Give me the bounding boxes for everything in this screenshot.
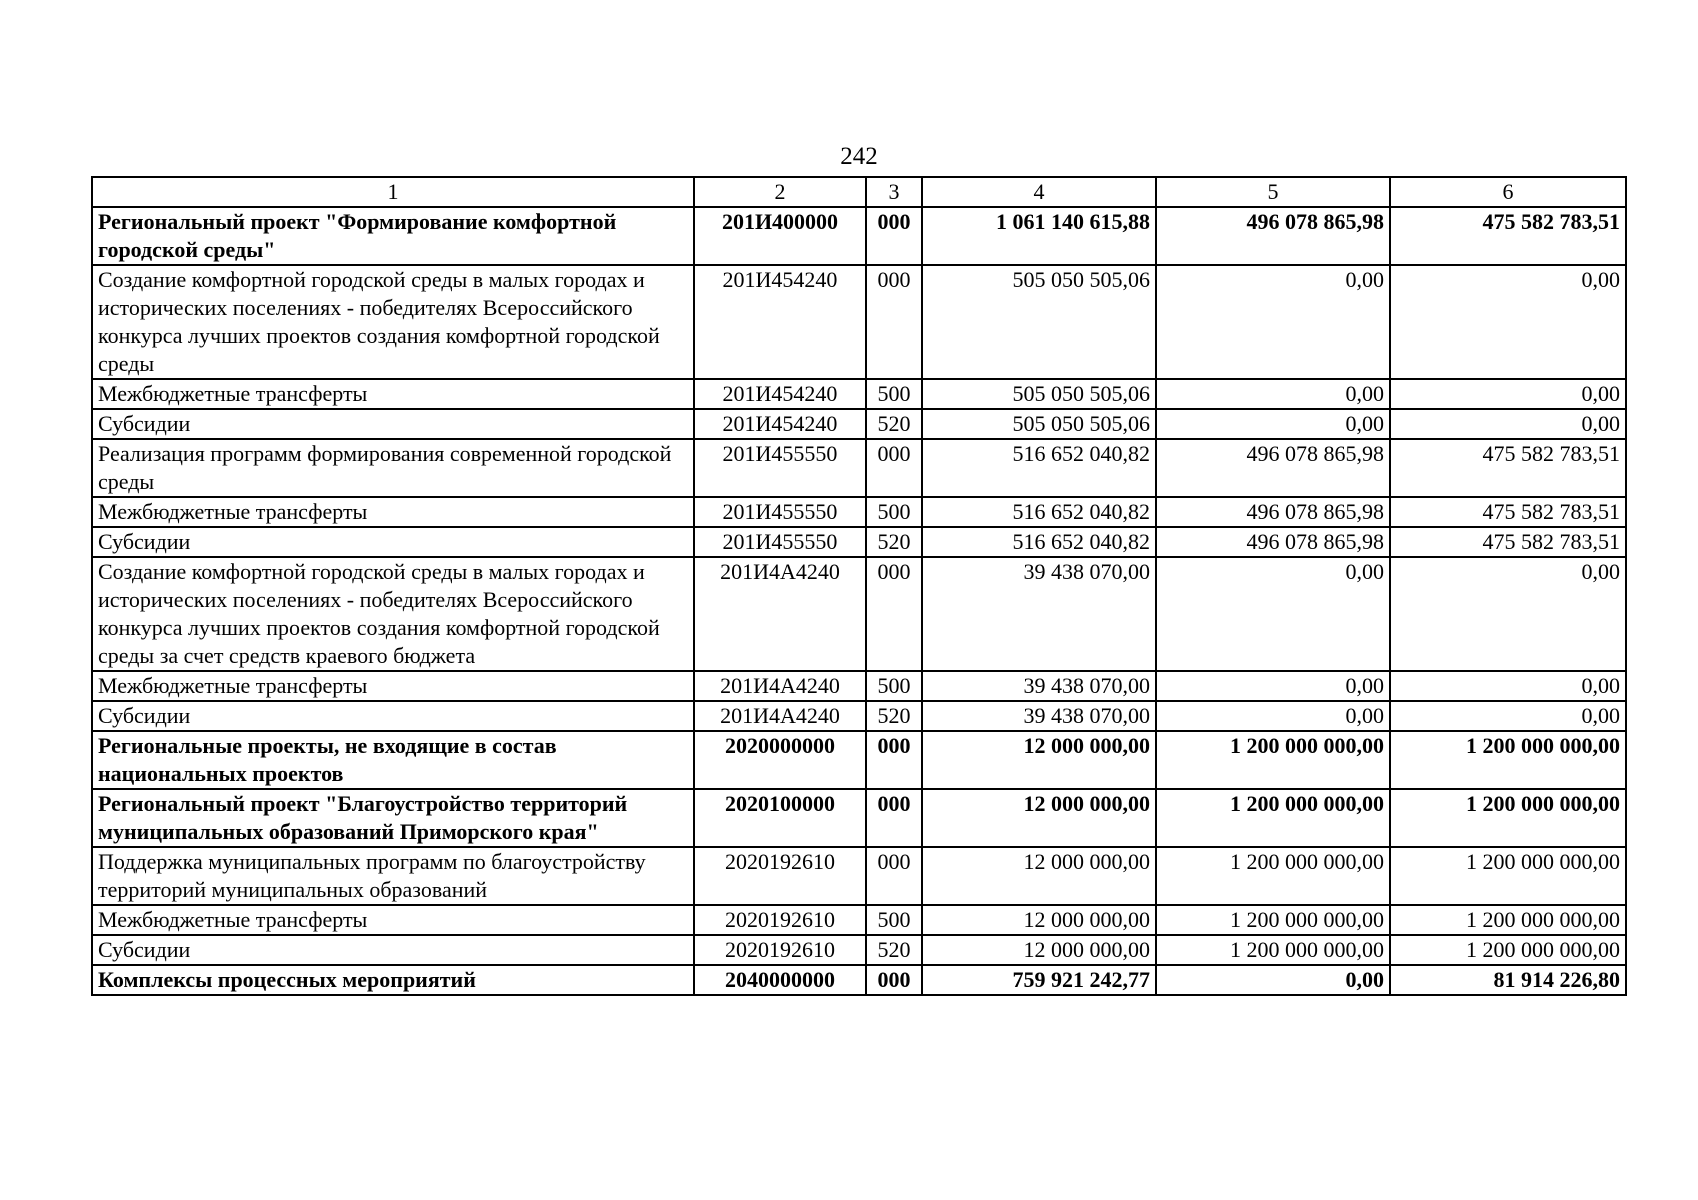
row-name-cell: Субсидии [92,701,694,731]
row-code-cell: 201И4А4240 [694,701,866,731]
row-name-cell: Поддержка муниципальных программ по благоустройству территорий муниципальных образований [92,847,694,905]
row-value-col5-cell: 0,00 [1156,557,1390,671]
table-row [92,847,1626,905]
row-code-cell: 201И454240 [694,265,866,379]
row-value-col6-cell: 0,00 [1390,379,1626,409]
table-row [92,935,1626,965]
row-code-cell: 201И4А4240 [694,671,866,701]
row-value-col4-cell: 759 921 242,77 [922,965,1156,995]
row-value-col6-cell: 1 200 000 000,00 [1390,935,1626,965]
row-value-col5-cell: 496 078 865,98 [1156,527,1390,557]
row-type-cell: 520 [866,527,922,557]
row-value-col5-cell: 1 200 000 000,00 [1156,847,1390,905]
row-name-cell: Межбюджетные трансферты [92,671,694,701]
row-code-cell: 2020192610 [694,935,866,965]
row-value-col5-cell: 1 200 000 000,00 [1156,731,1390,789]
header-col-4: 4 [922,177,1156,207]
row-type-cell: 500 [866,905,922,935]
row-value-col5-cell: 0,00 [1156,265,1390,379]
table-row [92,671,1626,701]
table-row [92,439,1626,497]
row-value-col6-cell: 1 200 000 000,00 [1390,789,1626,847]
row-type-cell: 000 [866,207,922,265]
row-value-col6-cell: 475 582 783,51 [1390,439,1626,497]
row-code-cell: 2020192610 [694,905,866,935]
row-code-cell: 201И400000 [694,207,866,265]
table-row [92,379,1626,409]
row-value-col4-cell: 12 000 000,00 [922,935,1156,965]
row-name-cell: Межбюджетные трансферты [92,905,694,935]
header-col-5: 5 [1156,177,1390,207]
table-row [92,905,1626,935]
row-name-cell: Межбюджетные трансферты [92,379,694,409]
row-value-col6-cell: 1 200 000 000,00 [1390,731,1626,789]
row-value-col5-cell: 1 200 000 000,00 [1156,905,1390,935]
row-name-cell: Региональные проекты, не входящие в состав национальных проектов [92,731,694,789]
row-name-cell: Создание комфортной городской среды в малых городах и исторических поселениях - победителях Всероссийского конкурса лучших проектов создания комфортной городской среды [92,265,694,379]
row-type-cell: 520 [866,409,922,439]
row-value-col5-cell: 0,00 [1156,409,1390,439]
row-value-col4-cell: 505 050 505,06 [922,409,1156,439]
table-row [92,497,1626,527]
table-row [92,701,1626,731]
row-value-col5-cell: 0,00 [1156,671,1390,701]
row-name-cell: Региональный проект "Формирование комфортной городской среды" [92,207,694,265]
row-name-cell: Межбюджетные трансферты [92,497,694,527]
row-type-cell: 000 [866,847,922,905]
table-row [92,731,1626,789]
row-code-cell: 2020100000 [694,789,866,847]
header-col-6: 6 [1390,177,1626,207]
row-value-col6-cell: 0,00 [1390,671,1626,701]
row-value-col4-cell: 12 000 000,00 [922,789,1156,847]
row-value-col6-cell: 475 582 783,51 [1390,497,1626,527]
row-value-col6-cell: 0,00 [1390,265,1626,379]
row-value-col4-cell: 505 050 505,06 [922,379,1156,409]
row-name-cell: Комплексы процессных мероприятий [92,965,694,995]
row-code-cell: 201И454240 [694,379,866,409]
page-number: 242 [840,143,878,170]
row-code-cell: 2020192610 [694,847,866,905]
row-code-cell: 201И455550 [694,527,866,557]
row-type-cell: 520 [866,701,922,731]
row-name-cell: Создание комфортной городской среды в малых городах и исторических поселениях - победителях Всероссийского конкурса лучших проектов создания комфортной городской среды за счет средств краевого бюджета [92,557,694,671]
row-value-col4-cell: 39 438 070,00 [922,557,1156,671]
header-col-1: 1 [92,177,694,207]
row-type-cell: 500 [866,379,922,409]
row-value-col4-cell: 505 050 505,06 [922,265,1156,379]
row-value-col4-cell: 39 438 070,00 [922,671,1156,701]
row-value-col6-cell: 1 200 000 000,00 [1390,847,1626,905]
table-body [92,207,1626,995]
row-value-col4-cell: 39 438 070,00 [922,701,1156,731]
row-type-cell: 000 [866,789,922,847]
row-name-cell: Субсидии [92,935,694,965]
row-value-col4-cell: 12 000 000,00 [922,731,1156,789]
row-name-cell: Субсидии [92,409,694,439]
row-code-cell: 201И4А4240 [694,557,866,671]
row-value-col5-cell: 0,00 [1156,965,1390,995]
row-type-cell: 000 [866,557,922,671]
row-value-col6-cell: 475 582 783,51 [1390,527,1626,557]
row-value-col6-cell: 81 914 226,80 [1390,965,1626,995]
row-value-col5-cell: 1 200 000 000,00 [1156,935,1390,965]
row-value-col5-cell: 496 078 865,98 [1156,207,1390,265]
row-name-cell: Региональный проект "Благоустройство территорий муниципальных образований Приморского края" [92,789,694,847]
row-code-cell: 2020000000 [694,731,866,789]
row-value-col5-cell: 0,00 [1156,701,1390,731]
row-type-cell: 000 [866,965,922,995]
header-row [92,177,1626,207]
row-type-cell: 520 [866,935,922,965]
row-value-col4-cell: 12 000 000,00 [922,847,1156,905]
row-code-cell: 201И455550 [694,439,866,497]
row-name-cell: Субсидии [92,527,694,557]
table-row [92,557,1626,671]
table-row [92,789,1626,847]
row-value-col5-cell: 1 200 000 000,00 [1156,789,1390,847]
row-value-col5-cell: 496 078 865,98 [1156,439,1390,497]
row-value-col5-cell: 0,00 [1156,379,1390,409]
row-type-cell: 000 [866,265,922,379]
row-type-cell: 000 [866,439,922,497]
row-code-cell: 201И455550 [694,497,866,527]
row-value-col6-cell: 0,00 [1390,409,1626,439]
table-row [92,207,1626,265]
table-row [92,409,1626,439]
table-row [92,527,1626,557]
row-type-cell: 500 [866,497,922,527]
budget-table [91,176,1627,996]
row-code-cell: 201И454240 [694,409,866,439]
table-row [92,265,1626,379]
row-value-col5-cell: 496 078 865,98 [1156,497,1390,527]
row-value-col4-cell: 516 652 040,82 [922,439,1156,497]
row-value-col6-cell: 0,00 [1390,557,1626,671]
row-value-col4-cell: 1 061 140 615,88 [922,207,1156,265]
row-name-cell: Реализация программ формирования современной городской среды [92,439,694,497]
table-row [92,965,1626,995]
row-type-cell: 000 [866,731,922,789]
row-value-col4-cell: 516 652 040,82 [922,527,1156,557]
row-value-col6-cell: 0,00 [1390,701,1626,731]
header-col-3: 3 [866,177,922,207]
row-value-col6-cell: 1 200 000 000,00 [1390,905,1626,935]
row-value-col4-cell: 12 000 000,00 [922,905,1156,935]
row-type-cell: 500 [866,671,922,701]
row-code-cell: 2040000000 [694,965,866,995]
row-value-col4-cell: 516 652 040,82 [922,497,1156,527]
row-value-col6-cell: 475 582 783,51 [1390,207,1626,265]
header-col-2: 2 [694,177,866,207]
